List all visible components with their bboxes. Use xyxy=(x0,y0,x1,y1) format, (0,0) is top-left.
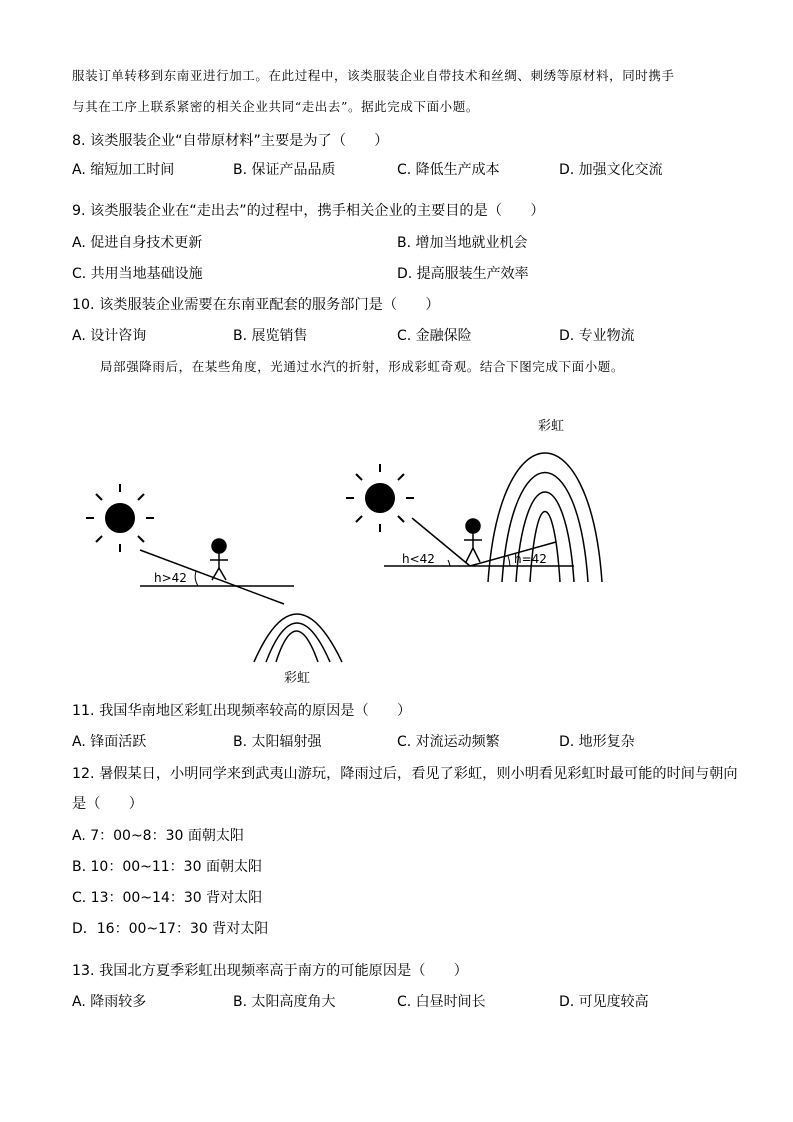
question-11-option-b: B. 太阳辐射强 xyxy=(233,734,322,750)
rainbow-diagram xyxy=(0,400,793,700)
question-9-option-b: B. 增加当地就业机会 xyxy=(397,235,528,251)
left-sun-icon xyxy=(86,484,154,552)
question-10-option-b: B. 展览销售 xyxy=(233,328,308,344)
right-angle-label-right: h=42 xyxy=(514,552,547,566)
right-rainbow-label: 彩虹 xyxy=(538,419,565,434)
question-8-option-d: D. 加强文化交流 xyxy=(559,162,663,178)
question-12-option-d: D．16：00~17：30 背对太阳 xyxy=(72,921,269,937)
question-10-stem: 10. 该类服装企业需要在东南亚配套的服务部门是（ ） xyxy=(72,297,440,313)
passage-intro-line-2: 与其在工序上联系紧密的相关企业共同“走出去”。据此完成下面小题。 xyxy=(72,99,479,114)
right-sun-icon xyxy=(346,464,414,532)
question-8-option-c: C. 降低生产成本 xyxy=(397,162,500,178)
question-12-stem-line-2: 是（ ） xyxy=(72,796,143,812)
passage-rainbow-intro: 局部强降雨后，在某些角度，光通过水汽的折射，形成彩虹奇观。结合下图完成下面小题。 xyxy=(100,359,625,374)
question-9-option-d: D. 提高服装生产效率 xyxy=(397,266,529,282)
question-13-option-b: B. 太阳高度角大 xyxy=(233,994,336,1010)
question-10-option-a: A. 设计咨询 xyxy=(72,328,147,344)
question-11-option-d: D. 地形复杂 xyxy=(559,734,635,750)
question-12-stem-line-1: 12. 暑假某日，小明同学来到武夷山游玩，降雨过后，看见了彩虹，则小明看见彩虹时最可能的时间与朝向 xyxy=(72,766,738,782)
question-13-stem: 13. 我国北方夏季彩虹出现频率高于南方的可能原因是（ ） xyxy=(72,963,468,979)
question-10-option-d: D. 专业物流 xyxy=(559,328,635,344)
question-13-option-d: D. 可见度较高 xyxy=(559,994,649,1010)
question-8-option-a: A. 缩短加工时间 xyxy=(72,162,175,178)
right-angle-arc-right xyxy=(508,556,510,566)
question-12-option-a: A. 7：00~8：30 面朝太阳 xyxy=(72,828,244,844)
question-9-option-a: A. 促进自身技术更新 xyxy=(72,235,203,251)
question-11-option-a: A. 锋面活跃 xyxy=(72,734,147,750)
question-8-option-b: B. 保证产品品质 xyxy=(233,162,336,178)
question-13-option-c: C. 白昼时间长 xyxy=(397,994,486,1010)
right-scene xyxy=(346,418,602,582)
question-12-option-b: B. 10：00~11：30 面朝太阳 xyxy=(72,859,262,875)
right-angle-arc-left xyxy=(448,560,450,566)
question-9-option-c: C. 共用当地基础设施 xyxy=(72,266,203,282)
left-angle-arc xyxy=(195,571,198,586)
question-9-stem: 9. 该类服装企业在“走出去”的过程中，携手相关企业的主要目的是（ ） xyxy=(72,203,545,219)
question-11-stem: 11. 我国华南地区彩虹出现频率较高的原因是（ ） xyxy=(72,703,412,719)
question-12-option-c: C. 13：00~14：30 背对太阳 xyxy=(72,890,263,906)
right-person-icon xyxy=(464,519,482,562)
left-rainbow-label: 彩虹 xyxy=(284,671,311,686)
right-angle-label-left: h<42 xyxy=(402,552,435,566)
left-person-icon xyxy=(210,539,228,580)
left-scene xyxy=(86,484,342,686)
question-11-option-c: C. 对流运动频繁 xyxy=(397,734,500,750)
left-rainbow xyxy=(254,614,342,662)
question-10-option-c: C. 金融保险 xyxy=(397,328,472,344)
left-angle-label: h>42 xyxy=(154,571,187,585)
passage-intro-line-1: 服装订单转移到东南亚进行加工。在此过程中，该类服装企业自带技术和丝绸、刺绣等原材料，同时携手 xyxy=(72,68,675,83)
question-8-stem: 8. 该类服装企业“自带原材料”主要是为了（ ） xyxy=(72,133,389,149)
question-13-option-a: A. 降雨较多 xyxy=(72,994,147,1010)
